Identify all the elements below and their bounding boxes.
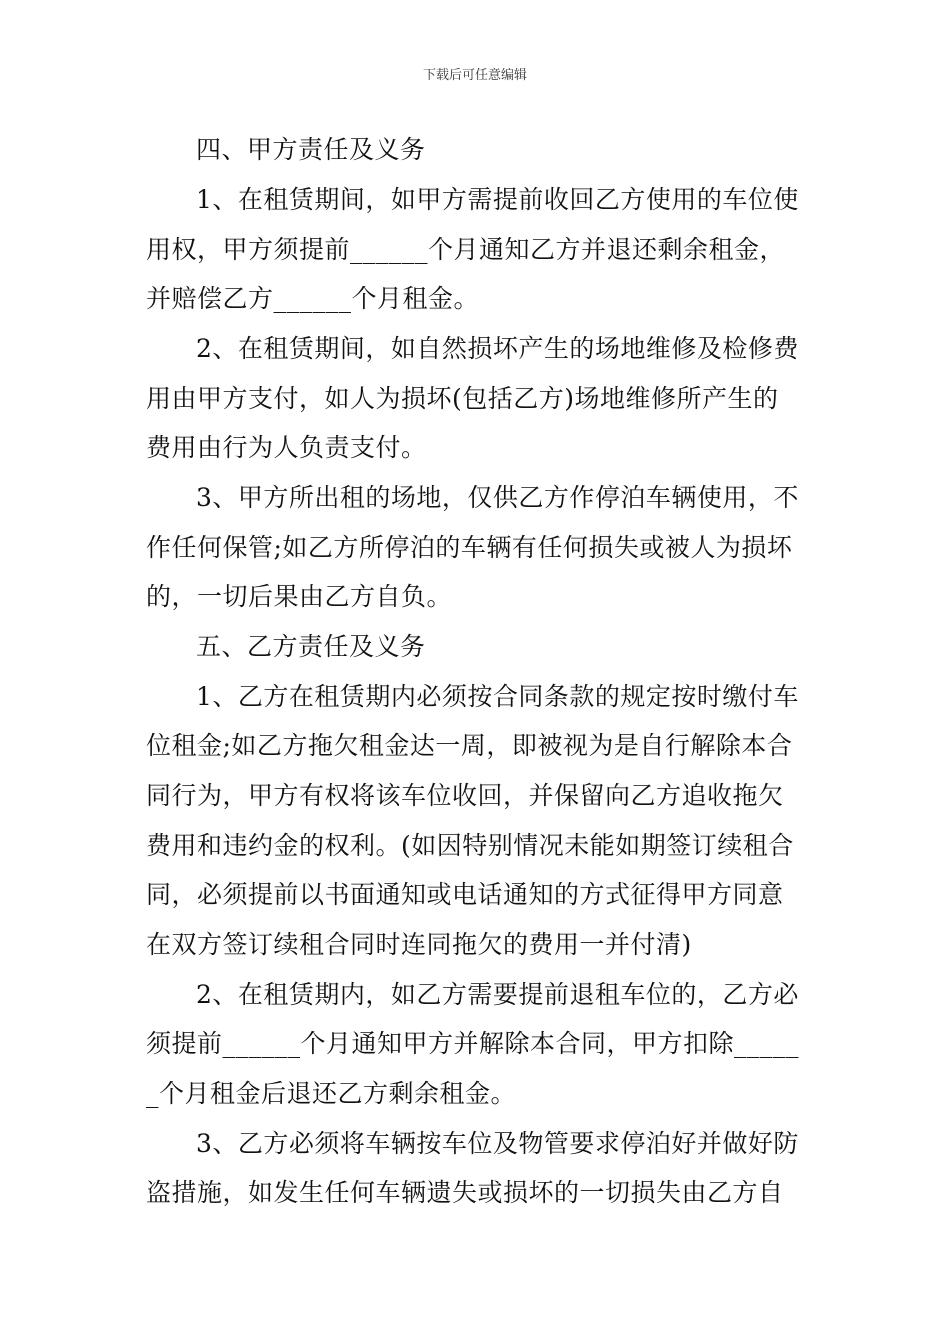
paragraph-line: 的，一切后果由乙方自负。 [146,582,453,611]
paragraph-line: 同，必须提前以书面通知或电话通知的方式征得甲方同意 [146,880,784,909]
paragraph-line: 同行为，甲方有权将该车位收回，并保留向乙方追收拖欠 [146,781,784,810]
section-heading: 四、甲方责任及义务 [196,135,426,164]
paragraph-line: 在双方签订续租合同时连同拖欠的费用一并付清) [146,930,692,959]
paragraph-line: 作任何保管;如乙方所停泊的车辆有任何损失或被人为损坏 [146,533,793,562]
section-heading: 五、乙方责任及义务 [196,632,426,661]
paragraph-line: 位租金;如乙方拖欠租金达一周，即被视为是自行解除本合 [146,731,793,760]
paragraph-line: 1、乙方在租赁期内必须按合同条款的规定按时缴付车 [196,682,799,711]
paragraph-line: 3、乙方必须将车辆按车位及物管要求停泊好并做好防 [196,1129,799,1158]
page-header: 下载后可任意编辑 [422,68,527,83]
paragraph-line: 3、甲方所出租的场地，仅供乙方作停泊车辆使用，不 [196,483,799,512]
paragraph-line: 费用和违约金的权利。(如因特别情况未能如期签订续租合 [146,831,794,860]
paragraph-line: 2、在租赁期间，如自然损坏产生的场地维修及检修费 [196,334,799,363]
paragraph-line: 用由甲方支付，如人为损坏(包括乙方)场地维修所产生的 [146,384,779,413]
paragraph-line: 2、在租赁期内，如乙方需要提前退租车位的，乙方必 [196,980,799,1009]
paragraph-line: 须提前______个月通知甲方并解除本合同，甲方扣除_____ [146,1029,800,1058]
paragraph-line: 1、在租赁期间，如甲方需提前收回乙方使用的车位使 [196,185,799,214]
paragraph-line: 用权，甲方须提前______个月通知乙方并退还剩余租金， [146,235,786,264]
paragraph-line: 盗措施，如发生任何车辆遗失或损坏的一切损失由乙方自 [146,1178,784,1207]
paragraph-line: _个月租金后退还乙方剩余租金。 [146,1079,517,1108]
paragraph-line: 费用由行为人负责支付。 [146,433,427,462]
paragraph-line: 并赔偿乙方______个月租金。 [146,284,480,313]
